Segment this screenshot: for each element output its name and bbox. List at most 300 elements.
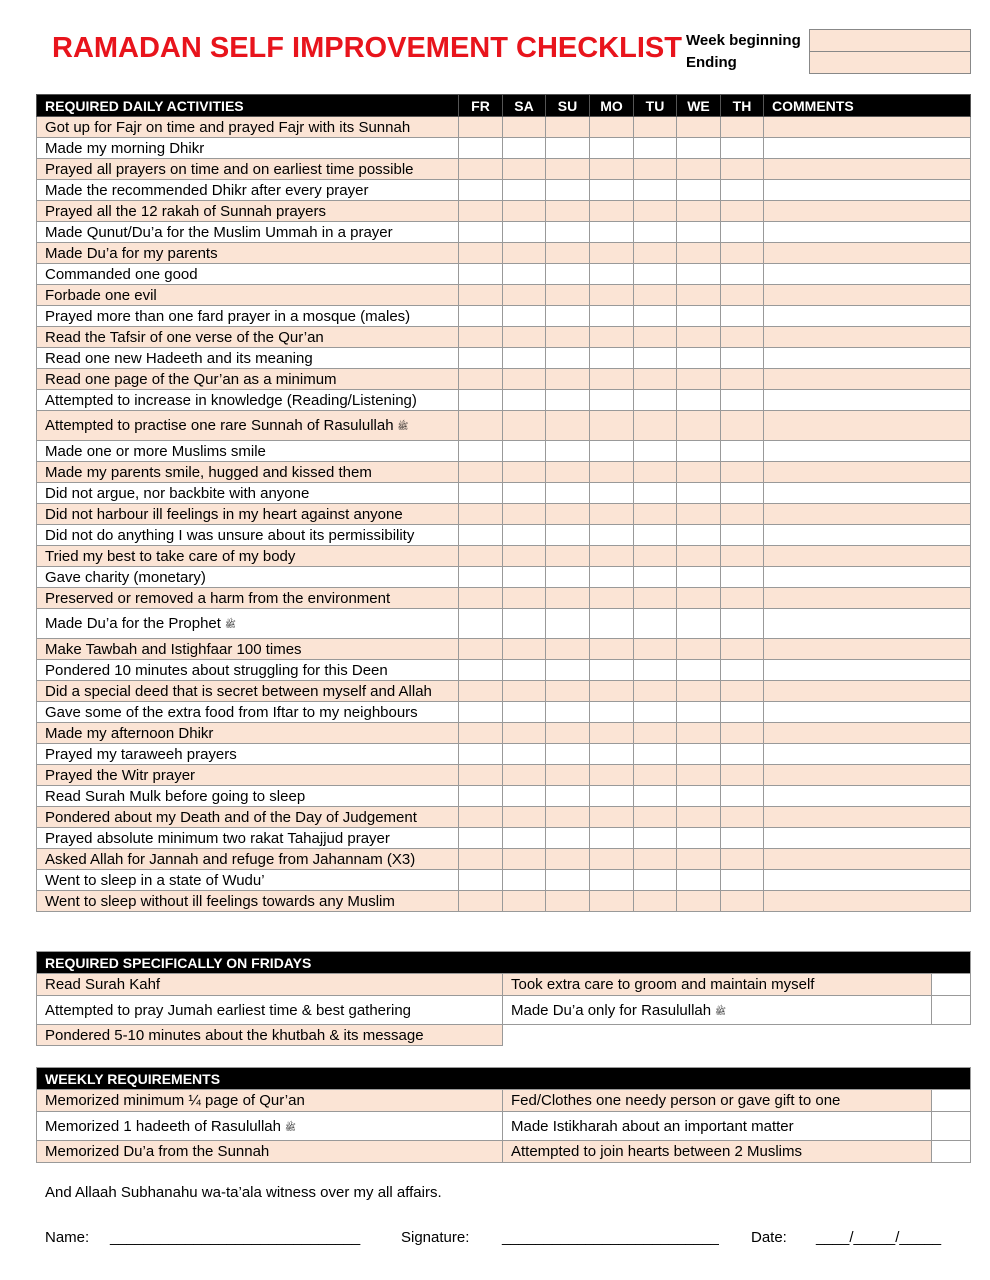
comment-cell[interactable] — [764, 870, 971, 891]
day-checkbox[interactable] — [503, 807, 546, 828]
day-checkbox[interactable] — [503, 348, 546, 369]
day-checkbox[interactable] — [721, 702, 764, 723]
comment-cell[interactable] — [764, 567, 971, 588]
day-checkbox[interactable] — [503, 369, 546, 390]
day-checkbox[interactable] — [677, 723, 721, 744]
day-checkbox[interactable] — [459, 348, 503, 369]
day-checkbox[interactable] — [634, 588, 677, 609]
day-checkbox[interactable] — [721, 201, 764, 222]
day-checkbox[interactable] — [721, 369, 764, 390]
day-checkbox[interactable] — [503, 483, 546, 504]
day-checkbox[interactable] — [459, 462, 503, 483]
day-checkbox[interactable] — [546, 306, 590, 327]
day-checkbox[interactable] — [634, 849, 677, 870]
day-checkbox[interactable] — [546, 159, 590, 180]
day-checkbox[interactable] — [590, 504, 634, 525]
day-checkbox[interactable] — [634, 828, 677, 849]
day-checkbox[interactable] — [503, 327, 546, 348]
day-checkbox[interactable] — [503, 159, 546, 180]
day-checkbox[interactable] — [503, 411, 546, 441]
day-checkbox[interactable] — [503, 285, 546, 306]
day-checkbox[interactable] — [721, 159, 764, 180]
comment-cell[interactable] — [764, 681, 971, 702]
day-checkbox[interactable] — [503, 870, 546, 891]
comment-cell[interactable] — [764, 744, 971, 765]
day-checkbox[interactable] — [721, 462, 764, 483]
comment-cell[interactable] — [764, 117, 971, 138]
day-checkbox[interactable] — [721, 891, 764, 912]
comment-cell[interactable] — [764, 222, 971, 243]
day-checkbox[interactable] — [546, 348, 590, 369]
day-checkbox[interactable] — [677, 483, 721, 504]
day-checkbox[interactable] — [459, 849, 503, 870]
day-checkbox[interactable] — [503, 525, 546, 546]
day-checkbox[interactable] — [634, 411, 677, 441]
day-checkbox[interactable] — [590, 327, 634, 348]
day-checkbox[interactable] — [677, 765, 721, 786]
day-checkbox[interactable] — [503, 222, 546, 243]
day-checkbox[interactable] — [634, 807, 677, 828]
day-checkbox[interactable] — [634, 348, 677, 369]
day-checkbox[interactable] — [634, 159, 677, 180]
day-checkbox[interactable] — [634, 369, 677, 390]
day-checkbox[interactable] — [677, 117, 721, 138]
day-checkbox[interactable] — [721, 504, 764, 525]
day-checkbox[interactable] — [721, 765, 764, 786]
day-checkbox[interactable] — [459, 639, 503, 660]
weekly-item[interactable]: Memorized minimum ¼ page of Qur’an — [37, 1090, 503, 1112]
day-checkbox[interactable] — [459, 243, 503, 264]
day-checkbox[interactable] — [590, 849, 634, 870]
day-checkbox[interactable] — [546, 504, 590, 525]
comment-cell[interactable] — [764, 786, 971, 807]
day-checkbox[interactable] — [503, 390, 546, 411]
comment-cell[interactable] — [764, 441, 971, 462]
day-checkbox[interactable] — [590, 891, 634, 912]
day-checkbox[interactable] — [503, 117, 546, 138]
comment-cell[interactable] — [764, 639, 971, 660]
day-checkbox[interactable] — [546, 243, 590, 264]
day-checkbox[interactable] — [503, 681, 546, 702]
day-checkbox[interactable] — [459, 744, 503, 765]
week-ending-field[interactable] — [809, 51, 971, 74]
day-checkbox[interactable] — [459, 390, 503, 411]
day-checkbox[interactable] — [590, 159, 634, 180]
day-checkbox[interactable] — [546, 411, 590, 441]
day-checkbox[interactable] — [459, 201, 503, 222]
day-checkbox[interactable] — [677, 807, 721, 828]
day-checkbox[interactable] — [677, 849, 721, 870]
comment-cell[interactable] — [764, 306, 971, 327]
day-checkbox[interactable] — [634, 201, 677, 222]
day-checkbox[interactable] — [503, 639, 546, 660]
comment-cell[interactable] — [764, 765, 971, 786]
comment-cell[interactable] — [764, 588, 971, 609]
day-checkbox[interactable] — [721, 609, 764, 639]
day-checkbox[interactable] — [590, 201, 634, 222]
day-checkbox[interactable] — [677, 369, 721, 390]
comment-cell[interactable] — [764, 483, 971, 504]
day-checkbox[interactable] — [721, 180, 764, 201]
day-checkbox[interactable] — [546, 222, 590, 243]
day-checkbox[interactable] — [721, 390, 764, 411]
day-checkbox[interactable] — [503, 849, 546, 870]
day-checkbox[interactable] — [677, 411, 721, 441]
comment-cell[interactable] — [764, 411, 971, 441]
day-checkbox[interactable] — [677, 264, 721, 285]
day-checkbox[interactable] — [721, 660, 764, 681]
day-checkbox[interactable] — [634, 639, 677, 660]
day-checkbox[interactable] — [503, 660, 546, 681]
day-checkbox[interactable] — [503, 786, 546, 807]
day-checkbox[interactable] — [546, 588, 590, 609]
comment-cell[interactable] — [764, 327, 971, 348]
day-checkbox[interactable] — [677, 609, 721, 639]
day-checkbox[interactable] — [590, 264, 634, 285]
day-checkbox[interactable] — [590, 870, 634, 891]
day-checkbox[interactable] — [721, 744, 764, 765]
day-checkbox[interactable] — [634, 786, 677, 807]
day-checkbox[interactable] — [634, 390, 677, 411]
day-checkbox[interactable] — [721, 525, 764, 546]
day-checkbox[interactable] — [634, 765, 677, 786]
comment-cell[interactable] — [764, 462, 971, 483]
weekly-item[interactable]: Attempted to join hearts between 2 Muslims — [503, 1141, 932, 1163]
day-checkbox[interactable] — [634, 222, 677, 243]
date-field[interactable]: ____/_____/_____ — [816, 1229, 942, 1246]
friday-checkbox[interactable] — [932, 996, 971, 1025]
day-checkbox[interactable] — [721, 138, 764, 159]
day-checkbox[interactable] — [546, 765, 590, 786]
day-checkbox[interactable] — [459, 441, 503, 462]
day-checkbox[interactable] — [721, 222, 764, 243]
day-checkbox[interactable] — [590, 117, 634, 138]
day-checkbox[interactable] — [634, 702, 677, 723]
day-checkbox[interactable] — [546, 786, 590, 807]
day-checkbox[interactable] — [546, 681, 590, 702]
day-checkbox[interactable] — [459, 765, 503, 786]
day-checkbox[interactable] — [590, 441, 634, 462]
day-checkbox[interactable] — [503, 744, 546, 765]
day-checkbox[interactable] — [546, 525, 590, 546]
day-checkbox[interactable] — [677, 504, 721, 525]
comment-cell[interactable] — [764, 660, 971, 681]
day-checkbox[interactable] — [546, 462, 590, 483]
weekly-checkbox[interactable] — [932, 1141, 971, 1163]
comment-cell[interactable] — [764, 807, 971, 828]
day-checkbox[interactable] — [546, 201, 590, 222]
day-checkbox[interactable] — [590, 138, 634, 159]
day-checkbox[interactable] — [459, 504, 503, 525]
day-checkbox[interactable] — [590, 390, 634, 411]
day-checkbox[interactable] — [459, 180, 503, 201]
day-checkbox[interactable] — [590, 807, 634, 828]
day-checkbox[interactable] — [503, 504, 546, 525]
comment-cell[interactable] — [764, 159, 971, 180]
comment-cell[interactable] — [764, 369, 971, 390]
day-checkbox[interactable] — [721, 285, 764, 306]
day-checkbox[interactable] — [677, 546, 721, 567]
day-checkbox[interactable] — [459, 828, 503, 849]
day-checkbox[interactable] — [546, 639, 590, 660]
day-checkbox[interactable] — [721, 849, 764, 870]
day-checkbox[interactable] — [590, 609, 634, 639]
day-checkbox[interactable] — [546, 117, 590, 138]
day-checkbox[interactable] — [503, 723, 546, 744]
day-checkbox[interactable] — [677, 744, 721, 765]
weekly-checkbox[interactable] — [932, 1090, 971, 1112]
day-checkbox[interactable] — [590, 285, 634, 306]
day-checkbox[interactable] — [546, 285, 590, 306]
day-checkbox[interactable] — [721, 483, 764, 504]
day-checkbox[interactable] — [459, 159, 503, 180]
day-checkbox[interactable] — [546, 369, 590, 390]
day-checkbox[interactable] — [677, 348, 721, 369]
day-checkbox[interactable] — [634, 138, 677, 159]
day-checkbox[interactable] — [721, 681, 764, 702]
comment-cell[interactable] — [764, 348, 971, 369]
day-checkbox[interactable] — [459, 807, 503, 828]
weekly-item[interactable]: Made Istikharah about an important matter — [503, 1112, 932, 1141]
day-checkbox[interactable] — [459, 327, 503, 348]
day-checkbox[interactable] — [634, 870, 677, 891]
day-checkbox[interactable] — [503, 138, 546, 159]
friday-item[interactable]: Pondered 5-10 minutes about the khutbah & its message — [37, 1025, 503, 1046]
day-checkbox[interactable] — [634, 891, 677, 912]
day-checkbox[interactable] — [721, 567, 764, 588]
comment-cell[interactable] — [764, 138, 971, 159]
day-checkbox[interactable] — [590, 639, 634, 660]
day-checkbox[interactable] — [590, 546, 634, 567]
day-checkbox[interactable] — [634, 546, 677, 567]
day-checkbox[interactable] — [590, 660, 634, 681]
day-checkbox[interactable] — [546, 264, 590, 285]
day-checkbox[interactable] — [590, 525, 634, 546]
day-checkbox[interactable] — [677, 639, 721, 660]
day-checkbox[interactable] — [459, 411, 503, 441]
comment-cell[interactable] — [764, 849, 971, 870]
day-checkbox[interactable] — [634, 180, 677, 201]
week-beginning-field[interactable] — [809, 29, 971, 52]
day-checkbox[interactable] — [546, 180, 590, 201]
day-checkbox[interactable] — [459, 786, 503, 807]
day-checkbox[interactable] — [459, 285, 503, 306]
day-checkbox[interactable] — [590, 744, 634, 765]
day-checkbox[interactable] — [459, 264, 503, 285]
day-checkbox[interactable] — [634, 525, 677, 546]
day-checkbox[interactable] — [590, 348, 634, 369]
day-checkbox[interactable] — [721, 723, 764, 744]
day-checkbox[interactable] — [721, 264, 764, 285]
day-checkbox[interactable] — [459, 609, 503, 639]
day-checkbox[interactable] — [677, 180, 721, 201]
day-checkbox[interactable] — [503, 462, 546, 483]
day-checkbox[interactable] — [677, 525, 721, 546]
day-checkbox[interactable] — [634, 306, 677, 327]
day-checkbox[interactable] — [546, 828, 590, 849]
day-checkbox[interactable] — [546, 138, 590, 159]
day-checkbox[interactable] — [459, 525, 503, 546]
day-checkbox[interactable] — [459, 222, 503, 243]
weekly-item[interactable]: Fed/Clothes one needy person or gave gift to one — [503, 1090, 932, 1112]
day-checkbox[interactable] — [459, 588, 503, 609]
day-checkbox[interactable] — [721, 441, 764, 462]
day-checkbox[interactable] — [721, 786, 764, 807]
comment-cell[interactable] — [764, 525, 971, 546]
day-checkbox[interactable] — [677, 702, 721, 723]
day-checkbox[interactable] — [721, 588, 764, 609]
day-checkbox[interactable] — [546, 390, 590, 411]
day-checkbox[interactable] — [590, 828, 634, 849]
day-checkbox[interactable] — [721, 807, 764, 828]
day-checkbox[interactable] — [677, 870, 721, 891]
day-checkbox[interactable] — [677, 786, 721, 807]
day-checkbox[interactable] — [590, 483, 634, 504]
day-checkbox[interactable] — [677, 441, 721, 462]
comment-cell[interactable] — [764, 285, 971, 306]
day-checkbox[interactable] — [546, 441, 590, 462]
day-checkbox[interactable] — [634, 744, 677, 765]
comment-cell[interactable] — [764, 264, 971, 285]
day-checkbox[interactable] — [590, 786, 634, 807]
day-checkbox[interactable] — [634, 660, 677, 681]
day-checkbox[interactable] — [459, 660, 503, 681]
day-checkbox[interactable] — [677, 462, 721, 483]
day-checkbox[interactable] — [459, 546, 503, 567]
day-checkbox[interactable] — [459, 723, 503, 744]
day-checkbox[interactable] — [677, 306, 721, 327]
friday-item[interactable]: Read Surah Kahf — [37, 974, 503, 996]
day-checkbox[interactable] — [590, 411, 634, 441]
day-checkbox[interactable] — [590, 243, 634, 264]
day-checkbox[interactable] — [546, 723, 590, 744]
day-checkbox[interactable] — [721, 639, 764, 660]
day-checkbox[interactable] — [590, 681, 634, 702]
day-checkbox[interactable] — [634, 462, 677, 483]
day-checkbox[interactable] — [503, 243, 546, 264]
signature-field[interactable]: __________________________ — [502, 1229, 719, 1246]
day-checkbox[interactable] — [677, 222, 721, 243]
comment-cell[interactable] — [764, 723, 971, 744]
day-checkbox[interactable] — [503, 180, 546, 201]
day-checkbox[interactable] — [590, 306, 634, 327]
name-field[interactable]: ______________________________ — [110, 1229, 361, 1246]
day-checkbox[interactable] — [590, 765, 634, 786]
day-checkbox[interactable] — [721, 546, 764, 567]
day-checkbox[interactable] — [503, 567, 546, 588]
day-checkbox[interactable] — [721, 870, 764, 891]
day-checkbox[interactable] — [590, 369, 634, 390]
day-checkbox[interactable] — [677, 159, 721, 180]
day-checkbox[interactable] — [590, 462, 634, 483]
day-checkbox[interactable] — [503, 201, 546, 222]
comment-cell[interactable] — [764, 702, 971, 723]
comment-cell[interactable] — [764, 201, 971, 222]
day-checkbox[interactable] — [634, 567, 677, 588]
day-checkbox[interactable] — [677, 828, 721, 849]
day-checkbox[interactable] — [546, 483, 590, 504]
day-checkbox[interactable] — [503, 306, 546, 327]
friday-item[interactable]: Attempted to pray Jumah earliest time & best gathering — [37, 996, 503, 1025]
day-checkbox[interactable] — [634, 609, 677, 639]
day-checkbox[interactable] — [503, 765, 546, 786]
day-checkbox[interactable] — [634, 681, 677, 702]
day-checkbox[interactable] — [590, 702, 634, 723]
comment-cell[interactable] — [764, 891, 971, 912]
friday-checkbox[interactable] — [932, 974, 971, 996]
day-checkbox[interactable] — [546, 660, 590, 681]
day-checkbox[interactable] — [459, 891, 503, 912]
day-checkbox[interactable] — [677, 588, 721, 609]
day-checkbox[interactable] — [459, 138, 503, 159]
day-checkbox[interactable] — [677, 201, 721, 222]
day-checkbox[interactable] — [634, 117, 677, 138]
day-checkbox[interactable] — [546, 567, 590, 588]
day-checkbox[interactable] — [459, 117, 503, 138]
day-checkbox[interactable] — [546, 849, 590, 870]
day-checkbox[interactable] — [677, 138, 721, 159]
day-checkbox[interactable] — [546, 609, 590, 639]
day-checkbox[interactable] — [590, 222, 634, 243]
day-checkbox[interactable] — [677, 891, 721, 912]
day-checkbox[interactable] — [503, 264, 546, 285]
weekly-item[interactable]: Memorized Du’a from the Sunnah — [37, 1141, 503, 1163]
day-checkbox[interactable] — [721, 243, 764, 264]
comment-cell[interactable] — [764, 504, 971, 525]
comment-cell[interactable] — [764, 609, 971, 639]
day-checkbox[interactable] — [677, 390, 721, 411]
day-checkbox[interactable] — [634, 723, 677, 744]
day-checkbox[interactable] — [634, 264, 677, 285]
friday-item[interactable] — [503, 996, 932, 1025]
day-checkbox[interactable] — [721, 117, 764, 138]
day-checkbox[interactable] — [459, 306, 503, 327]
day-checkbox[interactable] — [721, 327, 764, 348]
day-checkbox[interactable] — [503, 609, 546, 639]
day-checkbox[interactable] — [677, 660, 721, 681]
day-checkbox[interactable] — [634, 243, 677, 264]
day-checkbox[interactable] — [503, 702, 546, 723]
friday-item[interactable]: Took extra care to groom and maintain myself — [503, 974, 932, 996]
comment-cell[interactable] — [764, 828, 971, 849]
day-checkbox[interactable] — [677, 681, 721, 702]
day-checkbox[interactable] — [721, 411, 764, 441]
day-checkbox[interactable] — [459, 681, 503, 702]
weekly-checkbox[interactable] — [932, 1112, 971, 1141]
day-checkbox[interactable] — [459, 369, 503, 390]
day-checkbox[interactable] — [546, 891, 590, 912]
day-checkbox[interactable] — [503, 441, 546, 462]
day-checkbox[interactable] — [459, 567, 503, 588]
day-checkbox[interactable] — [590, 588, 634, 609]
day-checkbox[interactable] — [503, 891, 546, 912]
day-checkbox[interactable] — [459, 870, 503, 891]
day-checkbox[interactable] — [677, 327, 721, 348]
day-checkbox[interactable] — [677, 243, 721, 264]
day-checkbox[interactable] — [721, 828, 764, 849]
day-checkbox[interactable] — [590, 723, 634, 744]
day-checkbox[interactable] — [590, 180, 634, 201]
day-checkbox[interactable] — [677, 567, 721, 588]
day-checkbox[interactable] — [634, 285, 677, 306]
day-checkbox[interactable] — [503, 828, 546, 849]
day-checkbox[interactable] — [546, 744, 590, 765]
day-checkbox[interactable] — [721, 348, 764, 369]
day-checkbox[interactable] — [546, 546, 590, 567]
comment-cell[interactable] — [764, 180, 971, 201]
weekly-item[interactable] — [37, 1112, 503, 1141]
comment-cell[interactable] — [764, 390, 971, 411]
